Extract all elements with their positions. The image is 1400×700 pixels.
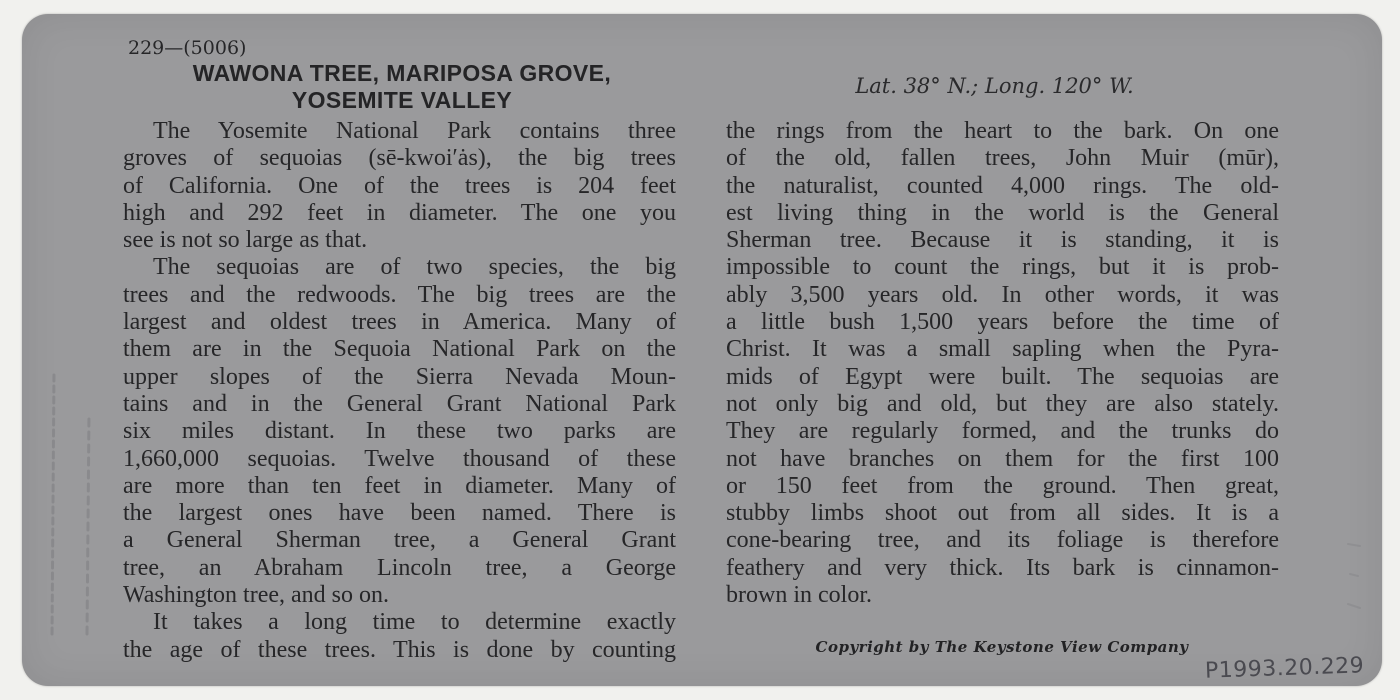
text-line: trees and the redwoods. The big trees are the xyxy=(123,281,676,308)
copyright-notice: Copyright by The Keystone View Company xyxy=(815,638,1189,656)
text-line: The Yosemite National Park contains three xyxy=(153,118,676,144)
text-line: not have branches on them for the first 100 xyxy=(726,445,1279,472)
text-line: not only big and old, but they are also stately. xyxy=(726,390,1279,417)
text-line: or 150 feet from the ground. Then great, xyxy=(726,472,1279,499)
text-line: mids of Egypt were built. The sequoias are xyxy=(726,363,1279,390)
card-number: 229—(5006) xyxy=(128,37,247,59)
text-line: them are in the Sequoia National Park on the xyxy=(123,336,676,363)
text-line: It takes a long time to determine exactly xyxy=(153,609,676,636)
text-line: upper slopes of the Sierra Nevada Moun- xyxy=(123,363,676,390)
faded-stamp-mark xyxy=(32,334,112,654)
text-line: stubby limbs shoot out from all sides. It is a xyxy=(726,500,1279,527)
title-line-1: WAWONA TREE, MARIPOSA GROVE, xyxy=(192,60,612,86)
text-line: 1,660,000 sequoias. Twelve thousand of these xyxy=(123,445,676,472)
stereograph-card-back xyxy=(22,14,1382,686)
text-line: est living thing in the world is the General xyxy=(726,199,1279,226)
text-line: feathery and very thick. Its bark is cinnamon- xyxy=(726,554,1279,581)
text-line: ably 3,500 years old. In other words, it was xyxy=(726,281,1279,308)
accession-number: P1993.20.229 xyxy=(1204,653,1365,684)
card-title xyxy=(122,60,682,114)
text-line: largest and oldest trees in America. Many of xyxy=(123,309,676,336)
text-line: the naturalist, counted 4,000 rings. The old- xyxy=(726,172,1279,199)
text-line: are more than ten feet in diameter. Many of xyxy=(123,472,676,499)
text-line: impossible to count the rings, but it is prob- xyxy=(726,254,1279,281)
text-line: the largest ones have been named. There is xyxy=(123,500,676,527)
left-text-column xyxy=(123,118,676,664)
text-line: high and 292 feet in diameter. The one you xyxy=(123,199,676,226)
text-line: the rings from the heart to the bark. On one xyxy=(726,118,1279,144)
text-line: groves of sequoias (sē-kwoi′ȧs), the big trees xyxy=(123,145,676,172)
text-line: cone-bearing tree, and its foliage is therefore xyxy=(726,527,1279,554)
text-line: tree, an Abraham Lincoln tree, a George xyxy=(123,554,676,581)
text-line: Washington tree, and so on. xyxy=(123,582,390,609)
text-line: see is not so large as that. xyxy=(123,227,368,254)
latitude-longitude: Lat. 38° N.; Long. 120° W. xyxy=(855,74,1134,98)
text-line: The sequoias are of two species, the big xyxy=(153,254,676,281)
text-line: six miles distant. In these two parks are xyxy=(123,418,676,445)
text-line: They are regularly formed, and the trunks do xyxy=(726,418,1279,445)
text-line: of the old, fallen trees, John Muir (mūr), xyxy=(726,145,1279,172)
text-line: Christ. It was a small sapling when the Pyra- xyxy=(726,336,1279,363)
text-line: a General Sherman tree, a General Grant xyxy=(123,527,676,554)
faded-mark xyxy=(1342,534,1366,624)
text-line: tains and in the General Grant National Park xyxy=(123,390,676,417)
title-line-2: YOSEMITE VALLEY xyxy=(291,87,513,113)
text-line: the age of these trees. This is done by counting xyxy=(123,636,676,663)
text-line: brown in color. xyxy=(726,582,872,609)
text-line: Sherman tree. Because it is standing, it is xyxy=(726,227,1279,254)
text-line: a little bush 1,500 years before the time of xyxy=(726,309,1279,336)
text-line: of California. One of the trees is 204 feet xyxy=(123,172,676,199)
right-text-column xyxy=(726,118,1279,609)
